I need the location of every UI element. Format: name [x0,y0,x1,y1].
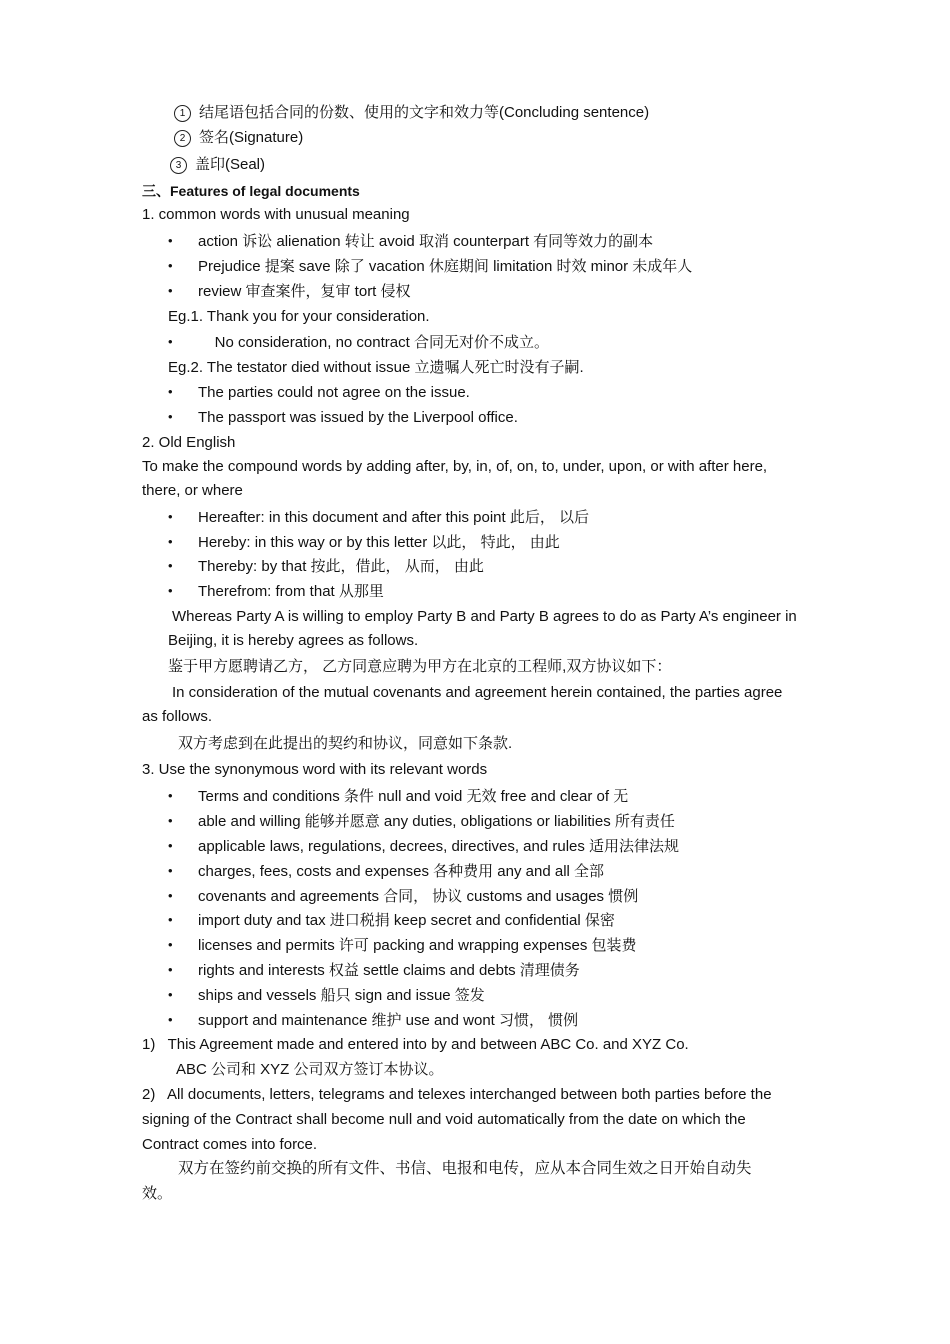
paragraph-translation: 效。 [142,1185,173,1202]
list-item: able and willing 能够并愿意 any duties, obligations or liabilities 所有责任 [198,813,675,830]
example-2: Eg.2. The testator died without issue 立遗嘱人死亡时没有子嗣. [168,359,584,376]
list-item: Prejudice 提案 save 除了 vacation 休庭期间 limitation 时效 minor 未成年人 [198,258,693,275]
circled-item-text: 签名(Signature) [199,129,304,146]
paragraph-line: signing of the Contract shall become null and void automatically from the date on which the [142,1111,746,1128]
list-item: rights and interests 权益 settle claims and debts 清理债务 [198,962,580,979]
list-item: charges, fees, costs and expenses 各种费用 any and all 全部 [198,863,605,880]
bullet-icon: • [168,863,173,878]
bullet-icon: • [168,558,173,573]
list-item: covenants and agreements 合同， 协议 customs and usages 惯例 [198,888,639,905]
bullet-icon: • [168,987,173,1002]
paragraph-line: Contract comes into force. [142,1136,318,1153]
bullet-icon: • [168,788,173,803]
numbered-example: 1) This Agreement made and entered into by and between ABC Co. and XYZ Co. [142,1036,689,1053]
circled-item-2 [174,128,303,148]
circled-number: 2 [174,130,191,147]
item3-title: 3. Use the synonymous word with its relevant words [142,761,488,778]
circled-item-text: 盖印(Seal) [195,156,266,173]
example-1: Eg.1. Thank you for your consideration. [168,308,430,325]
paragraph-line: Whereas Party A is willing to employ Party B and Party B agrees to do as Party A’s engineer in [172,608,797,625]
list-item: Hereby: in this way or by this letter 以此， 特此， 由此 [198,534,560,551]
list-item: action 诉讼 alienation 转让 avoid 取消 counterpart 有同等效力的副本 [198,233,654,250]
list-item: ships and vessels 船只 sign and issue 签发 [198,987,485,1004]
numbered-example: 2) All documents, letters, telegrams and telexes interchanged between both parties before the [142,1086,772,1103]
bullet-icon: • [168,912,173,927]
list-item: The passport was issued by the Liverpool office. [198,409,518,426]
paragraph-line: In consideration of the mutual covenants and agreement herein contained, the parties agree [172,684,783,701]
list-item: review 审查案件，复审 tort 侵权 [198,283,411,300]
paragraph-line: as follows. [142,708,213,725]
circled-item-1 [174,103,649,123]
item2-description-line: there, or where [142,482,243,499]
bullet-icon: • [168,813,173,828]
list-item: import duty and tax 进口税捐 keep secret and confidential 保密 [198,912,615,929]
list-item: Terms and conditions 条件 null and void 无效 free and clear of 无 [198,788,629,805]
list-item: Hereafter: in this document and after this point 此后， 以后 [198,509,590,526]
list-item: The parties could not agree on the issue. [198,384,470,401]
bullet-icon: • [168,583,173,598]
circled-number: 1 [174,105,191,122]
list-item: Thereby: by that 按此，借此， 从而， 由此 [198,558,484,575]
circled-item-3 [170,155,265,175]
circled-number: 3 [170,157,187,174]
list-item: support and maintenance 维护 use and wont 习惯， 惯例 [198,1012,579,1029]
section-heading: 三、Features of legal documents [142,183,360,199]
item2-title: 2. Old English [142,434,236,451]
bullet-icon: • [168,838,173,853]
bullet-icon: • [168,1012,173,1027]
bullet-icon: • [168,283,173,298]
item1-title: 1. common words with unusual meaning [142,206,410,223]
bullet-icon: • [168,888,173,903]
list-item: Therefrom: from that 从那里 [198,583,384,600]
bullet-icon: • [168,384,173,399]
bullet-icon: • [168,334,173,349]
paragraph-translation: 双方在签约前交换的所有文件、书信、电报和电传，应从本合同生效之日开始自动失 [178,1160,752,1177]
list-item: licenses and permits 许可 packing and wrapping expenses 包装费 [198,937,637,954]
bullet-icon: • [168,409,173,424]
bullet-icon: • [168,962,173,977]
item2-description-line: To make the compound words by adding after, by, in, of, on, to, under, upon, or with after here, [142,458,768,475]
paragraph-translation: 双方考虑到在此提出的契约和协议，同意如下条款. [178,735,513,752]
bullet-icon: • [168,509,173,524]
paragraph-line: Beijing, it is hereby agrees as follows. [168,632,419,649]
list-item: applicable laws, regulations, decrees, directives, and rules 适用法律法规 [198,838,680,855]
bullet-icon: • [168,233,173,248]
bullet-icon: • [168,534,173,549]
bullet-icon: • [168,937,173,952]
paragraph-translation: 鉴于甲方愿聘请乙方， 乙方同意应聘为甲方在北京的工程师,双方协议如下： [168,658,672,675]
circled-item-text: 结尾语包括合同的份数、使用的文字和效力等(Concluding sentence) [199,104,650,121]
paragraph-translation: ABC 公司和 XYZ 公司双方签订本协议。 [176,1061,444,1078]
list-item: No consideration, no contract 合同无对价不成立。 [198,334,549,351]
bullet-icon: • [168,258,173,273]
